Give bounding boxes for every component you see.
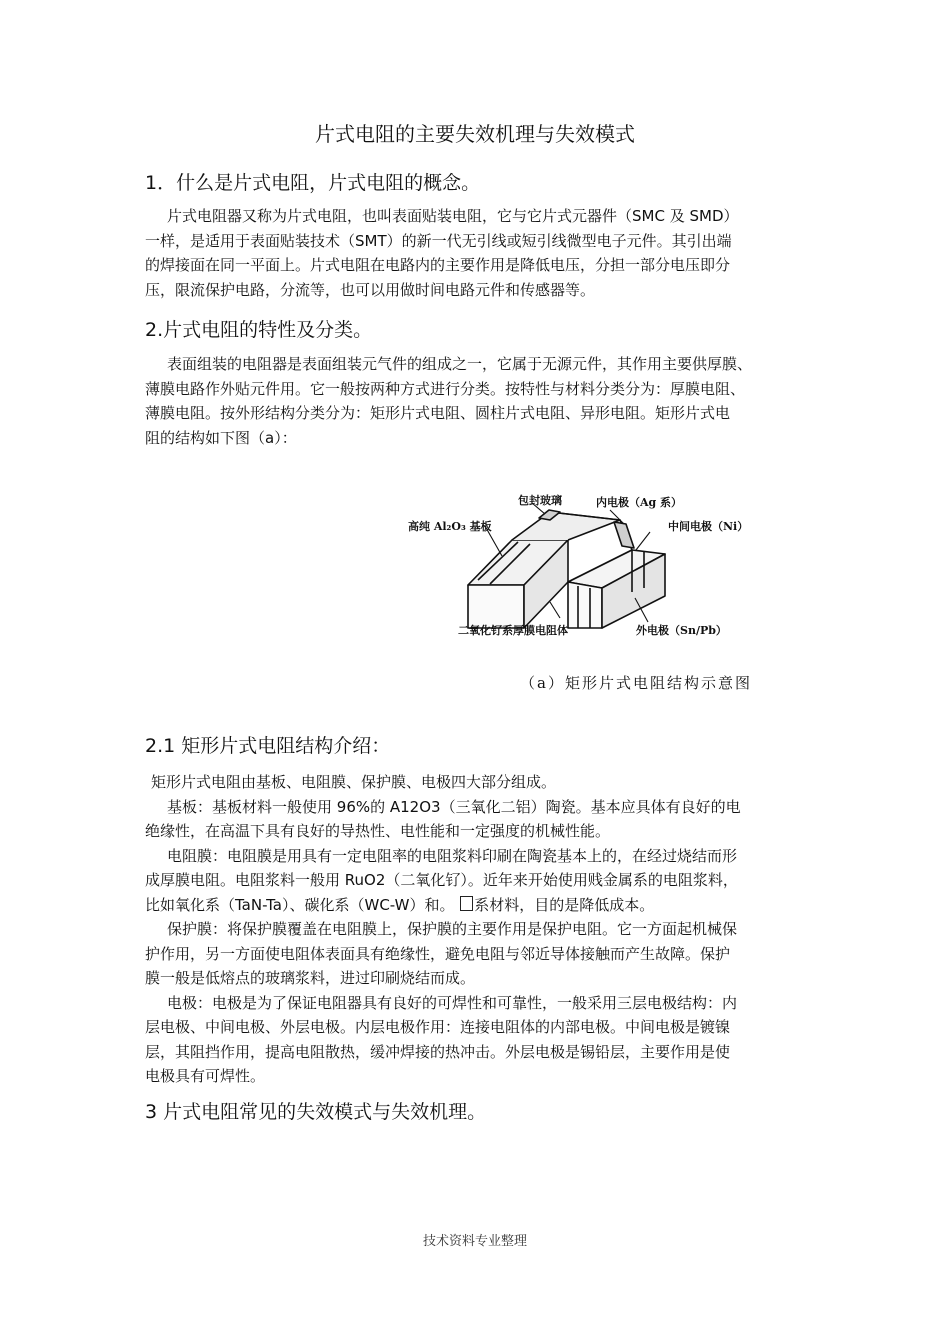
text-line: 保护膜：将保护膜覆盖在电阻膜上，保护膜的主要作用是保护电阻。它一方面起机械保: [167, 920, 738, 938]
document-title: 片式电阻的主要失效机理与失效模式: [315, 122, 635, 146]
label-ruthenium-film: 二氧化钌系厚膜电阻体: [458, 624, 568, 637]
section-3-heading: 3 片式电阻常见的失效模式与失效机理。: [145, 1101, 487, 1123]
section-2-heading: 2.片式电阻的特性及分类。: [145, 319, 373, 341]
chip-resistor-structure-diagram: [400, 490, 780, 650]
diagram-svg: [400, 490, 780, 650]
label-middle-electrode: 中间电极（Ni）: [668, 520, 749, 533]
text-line: 基板：基板材料一般使用 96%的 A12O3（三氧化二铝）陶瓷。基本应具体有良好的电: [167, 797, 741, 816]
figure-caption: （a）矩形片式电阻结构示意图: [520, 674, 752, 692]
label-inner-electrode: 内电极（Ag 系）: [596, 496, 683, 509]
text-line: 绝缘性，在高温下具有良好的导热性、电性能和一定强度的机械性能。: [145, 822, 611, 840]
text-line: 片式电阻器又称为片式电阻，也叫表面贴装电阻，它与它片式元器件（SMC 及 SMD）: [167, 207, 739, 225]
label-alumina-substrate: 高纯 Al₂O₃ 基板: [408, 520, 492, 533]
label-outer-electrode: 外电极（Sn/Pb）: [636, 624, 727, 637]
text-line: [145, 893, 811, 918]
section-2-1-body: [145, 770, 811, 1089]
text-line: 矩形片式电阻由基板、电阻膜、保护膜、电极四大部分组成。: [151, 773, 557, 791]
text-line: 一样，是适用于表面贴装技术（SMT）的新一代无引线或短引线微型电子元件。其引出端: [145, 231, 732, 250]
text-line: 薄膜电阻。按外形结构分类分为：矩形片式电阻、圆柱片式电阻、异形电阻。矩形片式电: [145, 404, 731, 422]
text-fragment: 系材料，目的是降低成本。: [474, 895, 655, 914]
section-1-paragraph: [145, 204, 811, 302]
text-fragment: 比如氧化系（TaN-Ta）、碳化系（WC-W）和。: [145, 895, 455, 914]
text-line: 成厚膜电阻。电阻浆料一般用 RuO2（二氧化钌）。近年来开始使用贱金属系的电阻浆料，: [145, 871, 738, 889]
text-line: 电极：电极是为了保证电阻器具有良好的可焊性和可靠性，一般采用三层电极结构：内: [167, 993, 738, 1012]
text-line: 层，其阻挡作用，提高电阻散热，缓冲焊接的热冲击。外层电极是锡铅层，主要作用是使: [145, 1042, 731, 1061]
text-line: 层电极、中间电极、外层电极。内层电极作用：连接电阻体的内部电极。中间电极是镀镍: [145, 1018, 731, 1036]
section-1-heading: 1．什么是片式电阻，片式电阻的概念。: [145, 172, 481, 194]
text-line: 电阻膜：电阻膜是用具有一定电阻率的电阻浆料印刷在陶瓷基本上的，在经过烧结而形: [167, 846, 738, 865]
missing-glyph-box-icon: [460, 896, 473, 911]
text-line: 阻的结构如下图（a）：: [145, 428, 297, 447]
text-line: 薄膜电路作外贴元件用。它一般按两种方式进行分类。按特性与材料分类分为：厚膜电阻、: [145, 379, 746, 398]
text-line: 压，限流保护电路，分流等，也可以用做时间电路元件和传感器等。: [145, 280, 596, 299]
text-line: 的焊接面在同一平面上。片式电阻在电路内的主要作用是降低电压，分担一部分电压即分: [145, 256, 731, 274]
text-line: 表面组装的电阻器是表面组装元气件的组成之一，它属于无源元件，其作用主要供厚膜、: [167, 355, 753, 373]
text-line: 电极具有可焊性。: [145, 1067, 266, 1085]
label-encapsulation-glass: 包封玻璃: [518, 494, 562, 507]
text-line: 护作用，另一方面使电阻体表面具有绝缘性，避免电阻与邻近导体接触而产生故障。保护: [145, 944, 731, 963]
section-2-paragraph: [145, 352, 811, 450]
page-footer: 技术资料专业整理: [422, 1234, 527, 1249]
text-line: 膜一般是低熔点的玻璃浆料，进过印刷烧结而成。: [145, 969, 476, 987]
section-2-1-heading: 2.1 矩形片式电阻结构介绍：: [145, 735, 391, 757]
